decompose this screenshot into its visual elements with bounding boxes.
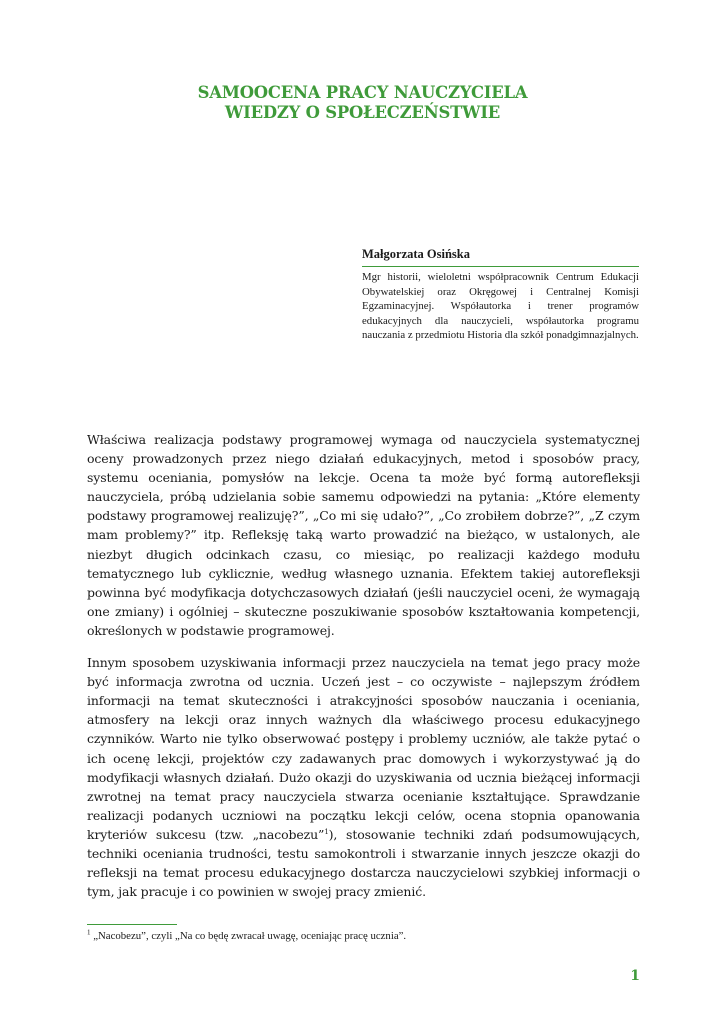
footnote-text: „Nacobezu”, czyli „Na co będę zwracał uwagę, oceniając pracę ucznia”. xyxy=(90,930,407,942)
body-paragraph-1: Właściwa realizacja podstawy programowej wymaga od nauczyciela systematycznej oceny prowadzonych przez niego działań edukacyjnych, metod i sposobów pracy, systemu oceniania, pomysłów na lekcje. Ocena ta może być formą autorefleksji nauczyciela, próbą udzielania sobie samemu odpowiedzi na pytania: „Które elementy podstawy programowej realizuję?”, „Co mi się udało?”, „Co zrobiłem dobrze?”, „Z czym mam problemy?” itp. Refleksję taką warto prowadzić na bieżąco, w ustalonych, ale niezbyt długich odcinkach czasu, co miesiąc, po realizacji każdego modułu tematycznego lub cyklicznie, według własnego uznania. Efektem takiej autorefleksji powinna być modyfikacja dotychczasowych działań (jeśli nauczyciel oceni, że wymagają one zmiany) i ogólniej – skuteczne poszukiwanie sposobów kształtowania kompetencji, określonych w podstawie programowej. xyxy=(87,432,640,638)
author-bio: Mgr historii, wieloletni współpracownik Centrum Edukacji Obywatelskiej oraz Okręgowej i Centralnej Komisji Egzaminacyjnej. Współautorka i trener programów edukacyjnych dla nauczycieli, współautorka programu nauczania z przedmiotu Historia dla szkół ponadgimnazjalnych. xyxy=(362,271,639,342)
article-title xyxy=(0,83,725,123)
footnote-marker: 1 xyxy=(87,928,91,937)
body-paragraph-2 xyxy=(87,653,640,901)
footnote-reference[interactable]: 1 xyxy=(324,827,329,836)
author-block xyxy=(362,246,639,343)
paragraph-2-part-1: Innym sposobem uzyskiwania informacji przez nauczyciela na temat jego pracy może być informacja zwrotna od ucznia. Uczeń jest – co oczywiste – najlepszym źródłem informacji na temat skuteczności i atrakcyjności sposobów nauczania i oceniania, atmosfery na lekcji oraz innych ważnych dla właściwego procesu edukacyjnego czynników. Warto nie tylko obserwować postępy i problemy uczniów, ale także pytać o ich ocenę lekcji, projektów czy zadawanych prac domowych i wykorzystywać ją do modyfikacji własnych działań. Dużo okazji do uzyskiwania od ucznia bieżącej informacji zwrotnej na temat pracy nauczyciela stwarza ocenianie kształtujące. Sprawdzanie realizacji podanych uczniowi na początku lekcji celów, ocena stopnia opanowania kryteriów sukcesu (tzw. „nacobezu” xyxy=(87,655,640,842)
footnote xyxy=(87,929,647,943)
author-name: Małgorzata Osińska xyxy=(362,247,470,261)
paragraph-2-part-2: ), stosowanie techniki zdań podsumowujących, techniki oceniania trudności, testu samokontroli i stwarzanie innych jeszcze okazji do refleksji na temat procesu edukacyjnego dostarcza nauczycielowi szybkiej informacji o tym, jak pracuje i co powinien w swojej pracy zmienić. xyxy=(87,826,640,900)
title-line-2: WIEDZY O SPOŁECZEŃSTWIE xyxy=(224,103,501,122)
page-number: 1 xyxy=(630,968,640,984)
article-body xyxy=(87,430,640,914)
title-line-1: SAMOOCENA PRACY NAUCZYCIELA xyxy=(197,83,528,102)
footnote-divider xyxy=(87,924,177,925)
author-divider xyxy=(362,266,639,267)
